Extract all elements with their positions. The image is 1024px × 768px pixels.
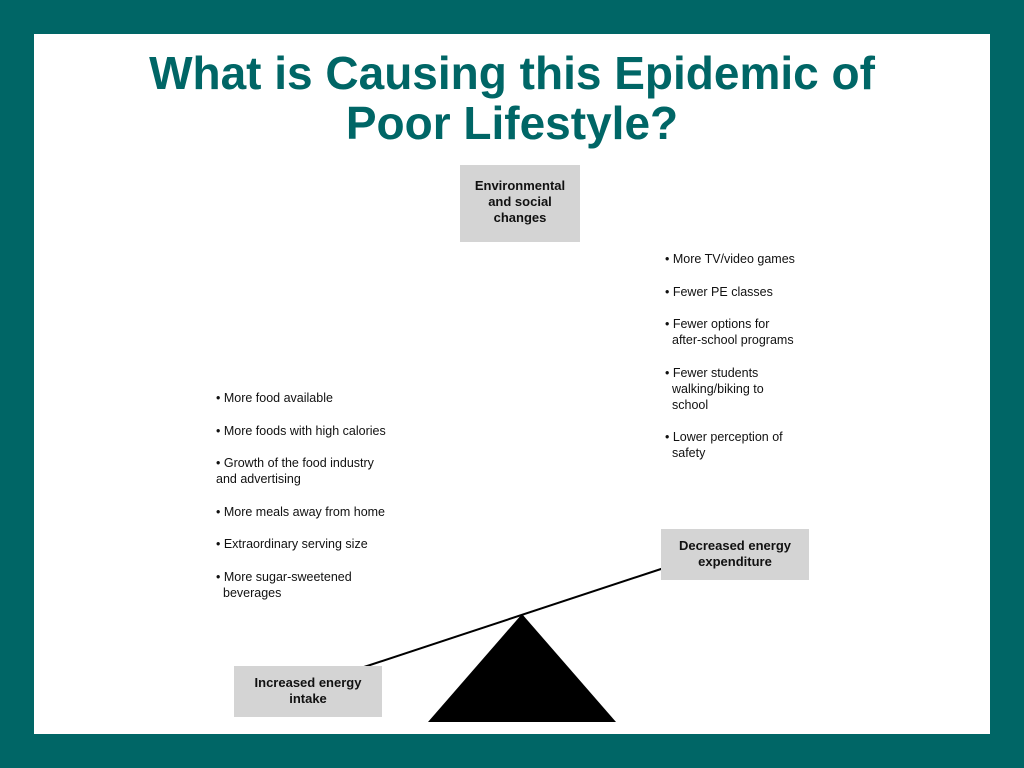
slide-title-line-2: Poor Lifestyle?: [345, 97, 679, 149]
decreased-energy-expenditure-box: Decreased energy expenditure: [661, 529, 809, 580]
list-item: • Fewer PE classes: [665, 284, 773, 299]
list-item: • Extraordinary serving size: [216, 537, 368, 551]
list-item: • Lower perception of safety: [665, 430, 783, 460]
list-item: • More sugar-sweetened beverages: [216, 569, 352, 600]
expenditure-factors-list: [665, 251, 855, 478]
list-item: • More foods with high calories: [216, 423, 386, 438]
slide-title-line-1: What is Causing this Epidemic of: [149, 47, 875, 99]
list-item: • Growth of the food industry and advertising: [216, 456, 374, 486]
list-item: • More TV/video games: [665, 252, 795, 266]
seesaw-fulcrum: [428, 614, 616, 722]
list-item: • Fewer options for after-school programs: [665, 317, 794, 347]
environmental-social-changes-box: Environmental and social changes: [460, 165, 580, 242]
intake-factors-list: [216, 390, 436, 617]
increased-energy-intake-box: Increased energy intake: [234, 666, 382, 717]
list-item: • More meals away from home: [216, 504, 386, 519]
list-item: • Fewer students walking/biking to school: [665, 365, 764, 412]
list-item: • More food available: [216, 391, 333, 405]
slide: [34, 34, 990, 734]
